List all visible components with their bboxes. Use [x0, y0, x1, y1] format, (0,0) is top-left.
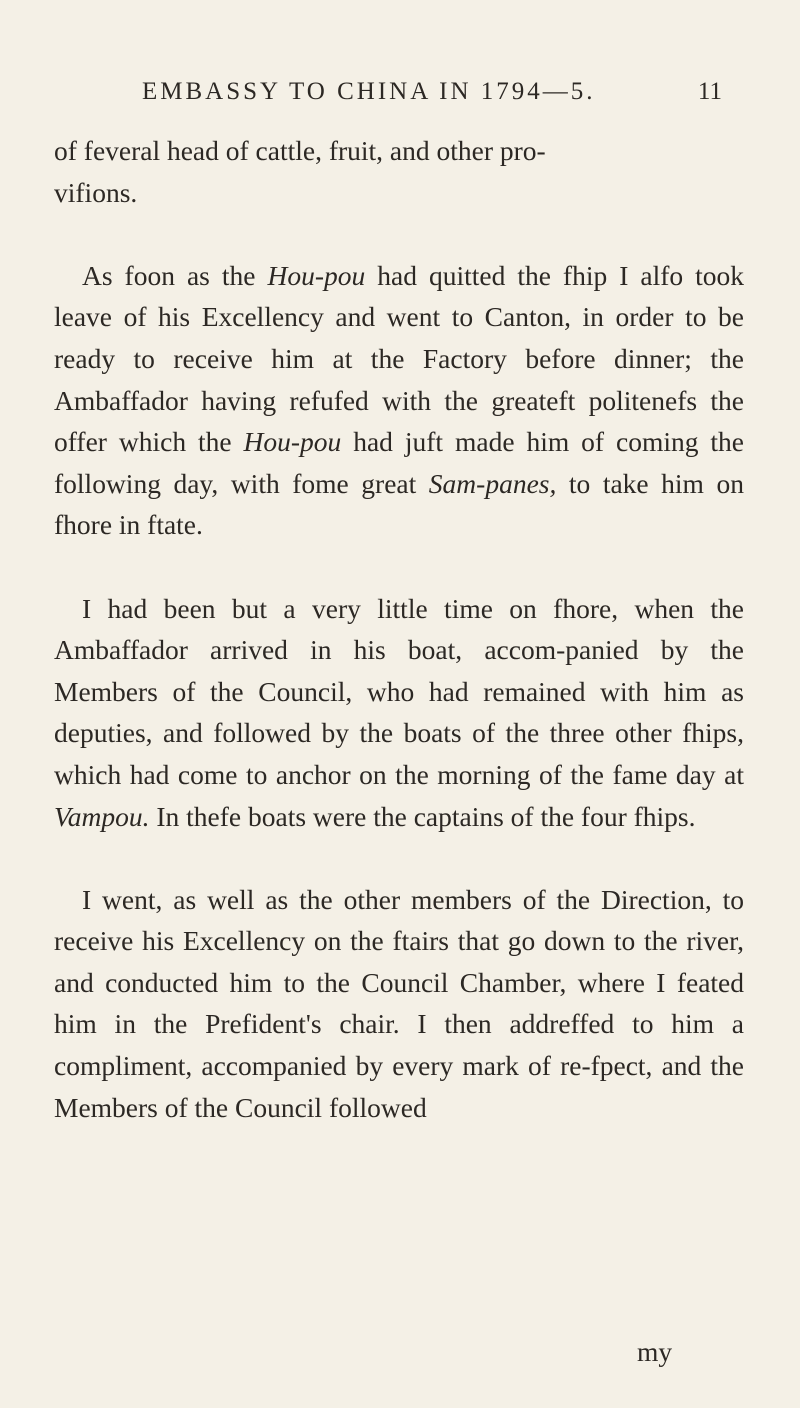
paragraph-leave-taking: As foon as the Hou-pou had quitted the fhip I alfo took leave of his Excellency and went to Canton, in order to be ready to receive him at the Factory before dinner; the Ambaffador having refufed with the greateft politenefs the offer which the Hou-pou had juft made him of coming the following day, with fome great Sam-panes, to take him on fhore in ftate. — [54, 259, 745, 541]
italic-term: Hou-pou — [243, 426, 342, 458]
page-number: 11 — [697, 78, 722, 105]
page-header — [60, 78, 740, 118]
body-text — [54, 130, 744, 1128]
catchword: my — [637, 1336, 673, 1367]
paragraph-continuation: of feveral head of cattle, fruit, and other pro- vifions. — [54, 135, 546, 208]
paragraph-arrival: I had been but a very little time on fhore, when the Ambaffador arrived in his boat, accom-panied by the Members of the Council, who had remained with him as deputies, and followed by the boats of the three other fhips, which had come to anchor on the morning of the fame day at Vampou. In thefe boats were the captains of the four fhips. — [54, 592, 744, 832]
italic-term: Sam-panes, — [428, 467, 557, 499]
running-head: EMBASSY TO CHINA IN 1794—5. — [142, 78, 596, 105]
italic-term: Vampou. — [54, 800, 150, 832]
paragraph-reception: I went, as well as the other members of the Direction, to receive his Excellency on the ftairs that go down to the river, and conducted him to the Council Chamber, where I feated him in the Prefident's chair. I then addreffed to him a compliment, accompanied by every mark of re-fpect, and the Members of the Council followed — [54, 883, 744, 1123]
italic-term: Hou-pou — [267, 259, 366, 291]
